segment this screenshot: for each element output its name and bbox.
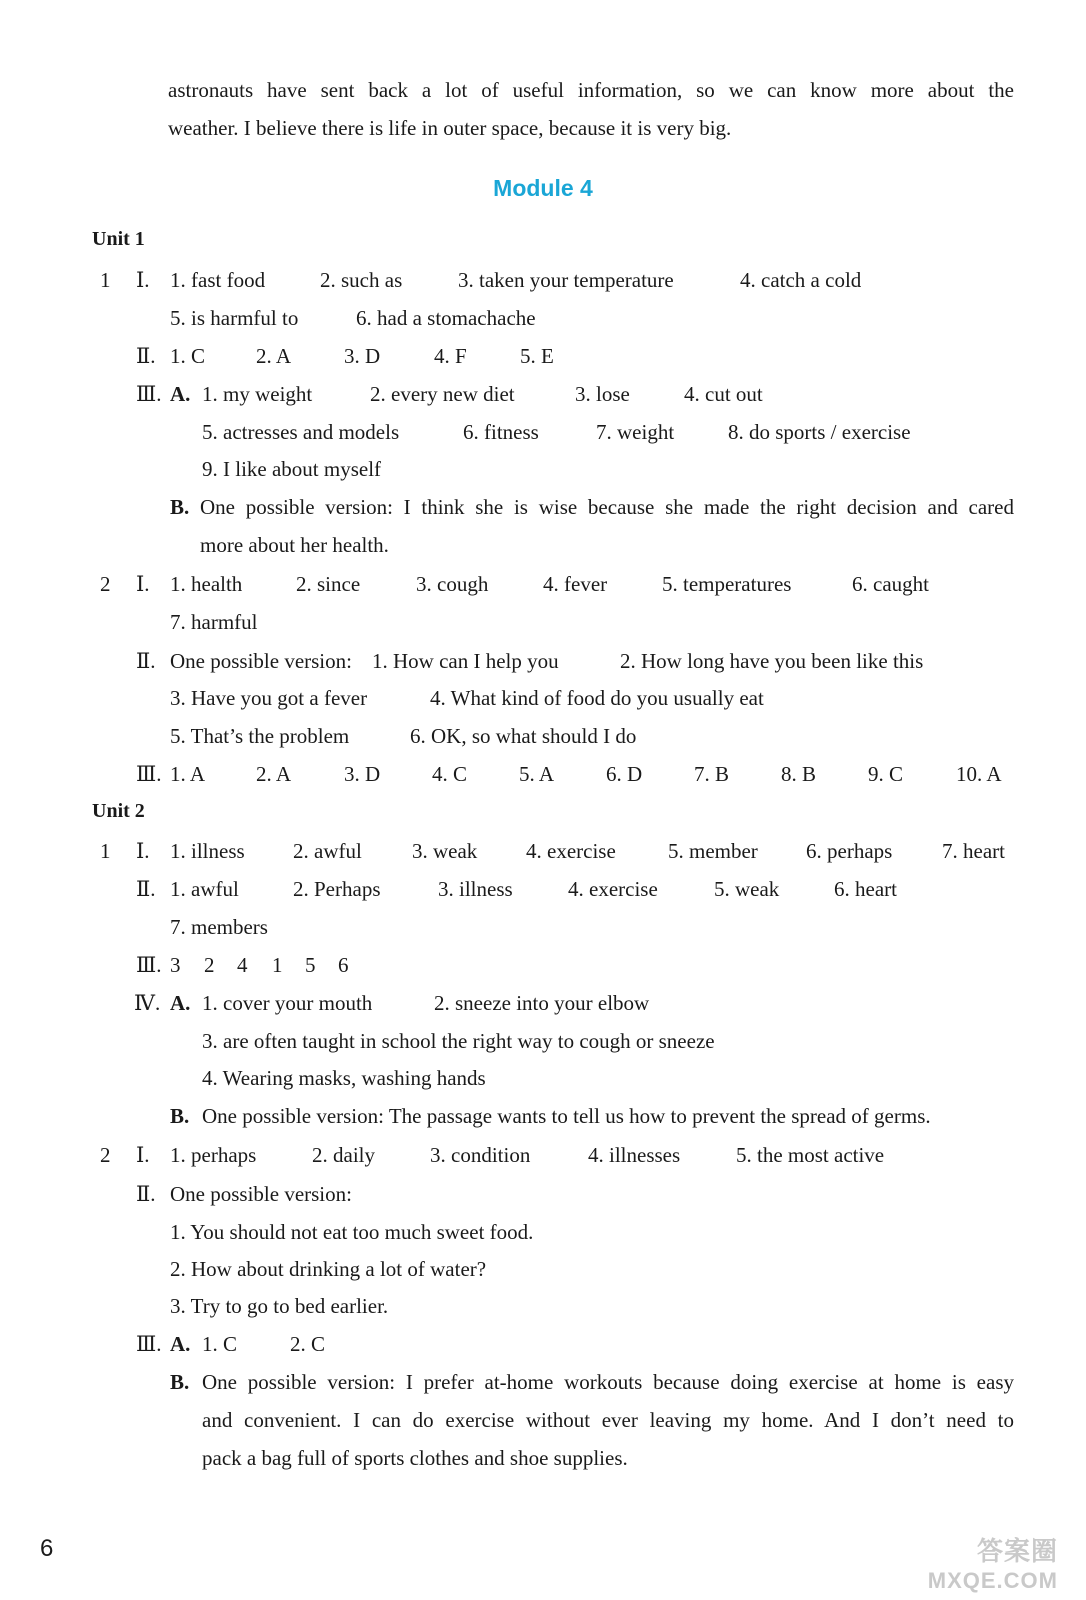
u2-s2-II-intro: One possible version: bbox=[170, 1182, 352, 1206]
answer: 4. exercise bbox=[568, 877, 658, 901]
answer: 6. perhaps bbox=[806, 839, 893, 863]
answer: 2. A bbox=[256, 762, 292, 786]
answer: 1. A bbox=[170, 762, 206, 786]
answer: 1. fast food bbox=[170, 268, 266, 292]
answer: 6. caught bbox=[852, 572, 929, 596]
u2-s2-B-label: B. bbox=[170, 1370, 190, 1394]
watermark-bottom: MXQE.COM bbox=[927, 1568, 1058, 1593]
answer: 3. illness bbox=[438, 877, 513, 901]
answer: 2. daily bbox=[312, 1143, 375, 1167]
answer: 4. cut out bbox=[684, 382, 763, 406]
u1-s1-number: 1 bbox=[100, 268, 111, 292]
answer: 3. condition bbox=[430, 1143, 531, 1167]
answer: 2. sneeze into your elbow bbox=[434, 991, 650, 1015]
u1-s1-B-line1: One possible version: I think she is wise because she made the right decision and cared bbox=[200, 495, 1014, 519]
answer: 1. You should not eat too much sweet food. bbox=[170, 1220, 534, 1244]
intro-line-2: weather. I believe there is life in outer space, because it is very big. bbox=[168, 116, 732, 140]
answer: 7. B bbox=[694, 762, 730, 786]
answer: 6. heart bbox=[834, 877, 897, 901]
answer: 6. had a stomachache bbox=[356, 306, 536, 330]
u2-s2-B-line3: pack a bag full of sports clothes and shoe supplies. bbox=[202, 1446, 628, 1470]
u2-s2-number: 2 bbox=[100, 1143, 111, 1167]
answer: 3 bbox=[170, 953, 181, 977]
u1-s2-III-label: Ⅲ. bbox=[136, 762, 162, 786]
answer: 4. F bbox=[434, 344, 467, 368]
watermark-top: 答案圈 bbox=[976, 1536, 1058, 1566]
page-number: 6 bbox=[40, 1535, 54, 1562]
answer: 5. That’s the problem bbox=[170, 724, 350, 748]
answer: 4. Wearing masks, washing hands bbox=[202, 1066, 486, 1090]
answer: 4. illnesses bbox=[588, 1143, 681, 1167]
u1-s1-I-label: Ⅰ. bbox=[136, 268, 150, 292]
answer: 7. weight bbox=[596, 420, 675, 444]
answer: 3. Have you got a fever bbox=[170, 686, 368, 710]
answer: 1 bbox=[272, 953, 283, 977]
unit2-title: Unit 2 bbox=[92, 800, 145, 822]
answer: 7. heart bbox=[942, 839, 1005, 863]
answer: 1. cover your mouth bbox=[202, 991, 373, 1015]
answer: 1. my weight bbox=[202, 382, 313, 406]
answer: 5. is harmful to bbox=[170, 306, 299, 330]
answer: 6. OK, so what should I do bbox=[410, 724, 637, 748]
answer: 1. C bbox=[170, 344, 206, 368]
answer: 2. such as bbox=[320, 268, 403, 292]
answer: 3. lose bbox=[575, 382, 630, 406]
answer: 2. How about drinking a lot of water? bbox=[170, 1257, 487, 1281]
answer: 2. since bbox=[296, 572, 361, 596]
unit1-title: Unit 1 bbox=[92, 228, 145, 250]
answer: 9. I like about myself bbox=[202, 457, 382, 481]
u1-s1-III-label: Ⅲ. bbox=[136, 382, 162, 406]
answer: 3. D bbox=[344, 344, 381, 368]
answer: 7. harmful bbox=[170, 610, 258, 634]
answer: 3. cough bbox=[416, 572, 489, 596]
answer: 4 bbox=[237, 953, 248, 977]
u2-s1-B-label: B. bbox=[170, 1104, 190, 1128]
answer: 4. What kind of food do you usually eat bbox=[430, 686, 764, 710]
u2-s1-A-label: A. bbox=[170, 991, 191, 1015]
answer: 1. illness bbox=[170, 839, 245, 863]
u2-s2-III-label: Ⅲ. bbox=[136, 1332, 162, 1356]
answer: 5. the most active bbox=[736, 1143, 885, 1167]
module-title: Module 4 bbox=[493, 175, 593, 201]
u2-s2-B-line1: One possible version: I prefer at-home workouts because doing exercise at home is easy bbox=[202, 1370, 1014, 1394]
u1-s2-II-intro: One possible version: bbox=[170, 649, 352, 673]
answer: 8. do sports / exercise bbox=[728, 420, 911, 444]
u2-s2-I-label: Ⅰ. bbox=[136, 1143, 150, 1167]
u1-s1-II-label: Ⅱ. bbox=[136, 344, 156, 368]
answer: 4. catch a cold bbox=[740, 268, 862, 292]
u2-s1-number: 1 bbox=[100, 839, 111, 863]
u1-s2-I-label: Ⅰ. bbox=[136, 572, 150, 596]
answer: 8. B bbox=[781, 762, 817, 786]
answer: 1. awful bbox=[170, 877, 239, 901]
answer: 4. fever bbox=[543, 572, 608, 596]
answer: 5. temperatures bbox=[662, 572, 792, 596]
u2-s1-III-label: Ⅲ. bbox=[136, 953, 162, 977]
answer: 5 bbox=[305, 953, 316, 977]
answer: 1. perhaps bbox=[170, 1143, 257, 1167]
answer: 3. weak bbox=[412, 839, 478, 863]
answer: 3. Try to go to bed earlier. bbox=[170, 1294, 389, 1318]
intro-line-1: astronauts have sent back a lot of useful information, so we can know more about the bbox=[168, 78, 1014, 102]
answer: 5. actresses and models bbox=[202, 420, 400, 444]
answer: 1. health bbox=[170, 572, 243, 596]
answer: 1. C bbox=[202, 1332, 238, 1356]
u2-s2-II-label: Ⅱ. bbox=[136, 1182, 156, 1206]
answer: 2. Perhaps bbox=[293, 877, 381, 901]
answer: 5. E bbox=[520, 344, 554, 368]
answer: 10. A bbox=[956, 762, 1002, 786]
answer: 2. awful bbox=[293, 839, 362, 863]
answer: 6. fitness bbox=[463, 420, 539, 444]
answer: 5. A bbox=[519, 762, 555, 786]
answer: 1. How can I help you bbox=[372, 649, 559, 673]
answer: 5. member bbox=[668, 839, 758, 863]
u1-s1-A-label: A. bbox=[170, 382, 191, 406]
answer: 3. taken your temperature bbox=[458, 268, 674, 292]
answer: 9. C bbox=[868, 762, 904, 786]
answer: 7. members bbox=[170, 915, 268, 939]
answer: 2. How long have you been like this bbox=[620, 649, 924, 673]
answer: 4. C bbox=[432, 762, 468, 786]
u2-s1-IV-label: Ⅳ. bbox=[134, 991, 161, 1015]
answer: 6. D bbox=[606, 762, 643, 786]
answer: 6 bbox=[338, 953, 349, 977]
u2-s2-A-label: A. bbox=[170, 1332, 191, 1356]
u2-s1-B-line1: One possible version: The passage wants to tell us how to prevent the spread of germs. bbox=[202, 1104, 931, 1128]
answer: 2. C bbox=[290, 1332, 326, 1356]
u2-s2-B-line2: and convenient. I can do exercise without ever leaving my home. And I don’t need to bbox=[202, 1408, 1014, 1432]
answer: 4. exercise bbox=[526, 839, 616, 863]
u1-s1-B-label: B. bbox=[170, 495, 190, 519]
u2-s1-II-label: Ⅱ. bbox=[136, 877, 156, 901]
answer: 2. A bbox=[256, 344, 292, 368]
answer: 2 bbox=[204, 953, 215, 977]
u1-s2-number: 2 bbox=[100, 572, 111, 596]
u1-s1-B-line2: more about her health. bbox=[200, 533, 389, 557]
u2-s1-I-label: Ⅰ. bbox=[136, 839, 150, 863]
answer: 3. D bbox=[344, 762, 381, 786]
u1-s2-II-label: Ⅱ. bbox=[136, 649, 156, 673]
answer: 2. every new diet bbox=[370, 382, 515, 406]
answer: 5. weak bbox=[714, 877, 780, 901]
watermark-logo bbox=[928, 1531, 1058, 1594]
answer: 3. are often taught in school the right way to cough or sneeze bbox=[202, 1029, 715, 1053]
